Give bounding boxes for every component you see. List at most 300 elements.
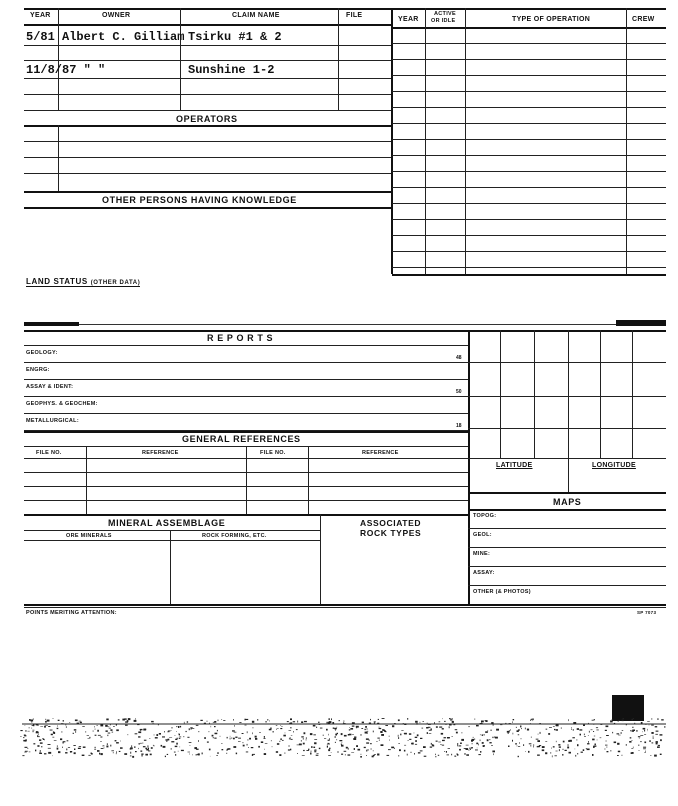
scan-speck xyxy=(63,720,64,721)
scan-speck xyxy=(211,726,212,728)
scan-speck xyxy=(354,748,355,750)
scan-speck xyxy=(186,731,187,732)
activity-row-line xyxy=(392,75,666,76)
scan-speck xyxy=(489,739,490,740)
scan-speck xyxy=(196,749,199,750)
scan-speck xyxy=(40,742,43,743)
scan-speck xyxy=(87,735,89,736)
scan-speck xyxy=(48,748,51,749)
ref-header-reference-2: REFERENCE xyxy=(362,450,399,456)
scan-speck xyxy=(420,750,423,751)
scan-speck xyxy=(74,752,76,754)
scan-speck xyxy=(423,746,426,748)
scan-speck xyxy=(638,736,641,737)
scan-speck xyxy=(167,754,168,755)
scan-speck xyxy=(130,752,131,754)
scan-speck xyxy=(398,737,399,739)
activity-row-line xyxy=(392,251,666,252)
scan-speck xyxy=(401,730,403,731)
scan-speck xyxy=(434,722,435,724)
scan-speck xyxy=(415,721,418,723)
scan-speck xyxy=(366,729,367,730)
scan-speck xyxy=(449,724,452,725)
scan-speck xyxy=(314,751,316,752)
scan-speck xyxy=(452,721,454,723)
scan-speck xyxy=(489,742,491,743)
scan-speck xyxy=(525,728,526,730)
scan-speck xyxy=(415,740,417,742)
scan-speck xyxy=(509,723,511,724)
scan-speck xyxy=(568,744,569,745)
scan-speck xyxy=(622,720,624,722)
scan-speck xyxy=(540,732,541,734)
scan-speck xyxy=(277,743,279,745)
scan-speck xyxy=(187,721,188,722)
grid-row-line xyxy=(468,428,666,429)
scan-speck xyxy=(644,730,645,732)
scan-speck xyxy=(207,721,208,722)
scan-speck xyxy=(563,749,564,750)
scan-speck xyxy=(530,720,531,721)
mineral-assemblage-heading: MINERAL ASSEMBLAGE xyxy=(108,518,226,528)
scan-speck xyxy=(563,741,565,743)
reports-heading: R E P O R T S xyxy=(207,333,274,343)
scan-speck xyxy=(374,754,376,755)
scan-speck xyxy=(333,728,335,729)
scan-speck xyxy=(596,727,598,728)
scan-speck xyxy=(179,737,181,738)
scan-speck xyxy=(329,738,330,739)
scan-speck xyxy=(577,728,579,730)
scan-speck xyxy=(641,722,643,724)
scan-speck xyxy=(31,728,32,729)
scan-speck xyxy=(66,726,67,727)
scan-speck xyxy=(82,726,85,727)
scan-speck xyxy=(209,723,210,724)
scan-speck xyxy=(457,754,458,756)
scan-speck xyxy=(537,740,540,742)
scan-speck xyxy=(318,722,320,723)
scan-speck xyxy=(264,753,266,755)
scan-speck xyxy=(226,750,227,751)
scan-speck xyxy=(135,751,137,752)
scan-speck xyxy=(512,740,513,742)
scan-speck xyxy=(29,719,31,721)
scan-speck xyxy=(536,739,539,740)
scan-speck xyxy=(230,738,231,740)
scan-speck xyxy=(569,740,572,742)
scan-speck xyxy=(474,719,475,720)
scan-speck xyxy=(151,721,154,722)
scan-speck xyxy=(518,756,519,757)
scan-speck xyxy=(339,720,340,721)
scan-speck xyxy=(228,748,231,750)
scan-speck xyxy=(175,739,177,740)
scan-speck xyxy=(408,740,409,741)
scan-speck xyxy=(633,747,634,748)
scan-speck xyxy=(103,745,104,746)
scan-speck xyxy=(68,747,70,748)
scan-speck xyxy=(45,719,46,720)
scan-speck xyxy=(93,731,94,732)
scan-speck xyxy=(442,728,444,729)
scan-speck xyxy=(594,724,595,725)
scan-speck xyxy=(594,719,595,720)
scan-speck xyxy=(146,749,148,751)
scan-speck xyxy=(414,733,415,734)
report-page-number: 18 xyxy=(456,423,462,429)
scan-speck xyxy=(430,747,432,748)
scan-speck xyxy=(652,742,654,743)
scan-speck xyxy=(67,740,69,741)
scan-speck xyxy=(187,737,189,738)
scan-speck xyxy=(432,744,434,746)
map-row-line xyxy=(468,585,666,586)
scan-speck xyxy=(606,726,609,728)
scan-speck xyxy=(238,741,241,742)
scan-speck xyxy=(334,728,337,730)
scan-speck xyxy=(519,742,520,743)
activity-row-line xyxy=(392,155,666,156)
scan-speck xyxy=(101,753,103,755)
scan-speck xyxy=(57,745,58,746)
activity-header-active: ACTIVE xyxy=(434,11,456,17)
scan-speck xyxy=(171,741,174,742)
scan-speck xyxy=(431,743,432,745)
scan-speck xyxy=(630,730,631,731)
scan-speck xyxy=(592,720,594,721)
scan-speck xyxy=(369,723,371,724)
scan-speck xyxy=(553,726,555,727)
scan-speck xyxy=(319,748,321,749)
scan-speck xyxy=(53,731,54,733)
scan-speck xyxy=(108,733,111,734)
scan-speck xyxy=(626,724,627,725)
activity-row-line xyxy=(392,267,666,268)
scan-speck xyxy=(377,723,379,724)
scan-speck xyxy=(109,728,111,729)
land-status-heading: LAND STATUS xyxy=(26,277,88,286)
scan-speck xyxy=(86,731,87,733)
scan-speck xyxy=(403,723,404,724)
scan-speck xyxy=(549,727,552,728)
report-label: GEOLOGY: xyxy=(26,350,58,356)
rock-forming-header: ROCK FORMING, ETC. xyxy=(202,533,267,539)
scan-speck xyxy=(79,721,82,722)
scan-speck xyxy=(69,722,70,723)
scan-speck xyxy=(116,753,117,754)
scan-speck xyxy=(328,734,329,736)
scan-speck xyxy=(605,730,607,731)
scan-speck xyxy=(116,742,119,743)
scan-speck xyxy=(107,743,108,744)
scan-speck xyxy=(644,742,646,744)
scan-speck xyxy=(32,730,34,731)
scan-speck xyxy=(57,748,59,750)
scan-speck xyxy=(25,747,28,748)
scan-speck xyxy=(476,743,478,745)
scan-speck xyxy=(651,732,653,734)
scan-speck xyxy=(31,720,34,722)
scan-speck xyxy=(647,729,648,730)
scan-speck xyxy=(640,741,641,742)
scan-speck xyxy=(259,732,261,733)
scan-speck xyxy=(417,723,418,725)
scan-speck xyxy=(452,718,453,719)
scan-speck xyxy=(169,737,172,738)
activity-row-line xyxy=(392,107,666,108)
scan-speck xyxy=(480,751,481,753)
scan-speck xyxy=(214,726,216,727)
scan-speck xyxy=(617,743,619,745)
scan-speck xyxy=(272,747,273,748)
scan-speck xyxy=(545,752,547,754)
scan-speck xyxy=(517,730,519,732)
scan-speck xyxy=(236,724,237,725)
scan-speck xyxy=(513,733,514,735)
scan-speck xyxy=(235,737,237,738)
scan-speck xyxy=(168,731,171,732)
scan-speck xyxy=(280,728,282,729)
scan-speck xyxy=(366,755,367,756)
scan-speck xyxy=(190,745,191,746)
scan-speck xyxy=(264,738,266,739)
scan-speck xyxy=(83,747,86,748)
scan-speck xyxy=(643,748,646,749)
scan-speck xyxy=(656,731,659,732)
scan-speck xyxy=(54,740,57,741)
scan-speck xyxy=(159,733,161,735)
scan-speck xyxy=(213,722,215,723)
scan-speck xyxy=(546,729,548,730)
report-label: METALLURGICAL: xyxy=(26,418,79,424)
claim-row-1-claim-name: Tsirku #1 & 2 xyxy=(188,30,282,44)
scan-speck xyxy=(444,721,446,722)
map-item-label: ASSAY: xyxy=(473,570,495,576)
activity-row-line xyxy=(392,91,666,92)
scan-speck xyxy=(477,748,478,749)
scan-speck xyxy=(614,742,617,744)
scan-speck xyxy=(448,737,450,738)
scan-speck xyxy=(466,748,469,750)
scan-speck xyxy=(265,743,268,744)
scan-speck xyxy=(75,731,76,733)
scan-speck xyxy=(40,752,41,753)
scan-speck xyxy=(569,752,572,754)
scan-speck xyxy=(200,720,202,721)
header-claim-name: CLAIM NAME xyxy=(232,12,280,19)
scan-speck xyxy=(449,726,450,728)
scan-speck xyxy=(310,751,312,752)
scan-speck xyxy=(248,747,249,748)
associated-rock-types-2: ROCK TYPES xyxy=(360,528,422,538)
scan-speck xyxy=(404,723,406,725)
activity-row-line xyxy=(392,139,666,140)
scan-speck xyxy=(361,728,363,729)
report-row-line xyxy=(24,379,468,380)
scan-speck xyxy=(654,755,657,757)
scan-speck xyxy=(638,745,639,746)
scan-speck xyxy=(167,732,169,733)
scan-speck xyxy=(400,734,401,736)
scan-speck xyxy=(301,740,302,742)
scan-speck xyxy=(533,744,534,746)
scan-speck xyxy=(629,741,631,743)
scan-speck xyxy=(505,723,506,724)
scan-speck xyxy=(252,754,255,755)
scan-speck xyxy=(376,741,377,742)
scan-speck xyxy=(116,751,117,752)
scan-speck xyxy=(97,750,100,752)
scan-speck xyxy=(382,718,385,719)
scan-speck xyxy=(394,748,395,749)
operators-heading: OPERATORS xyxy=(176,114,238,124)
scan-speck xyxy=(496,729,499,731)
scan-speck xyxy=(622,755,623,756)
scan-speck xyxy=(650,755,651,756)
scan-speck xyxy=(293,731,294,732)
scan-speck xyxy=(66,749,67,751)
scan-speck xyxy=(596,730,598,731)
scan-speck xyxy=(58,720,60,721)
scan-speck xyxy=(617,733,620,734)
scan-speck xyxy=(51,734,53,736)
scan-speck xyxy=(468,750,470,751)
scan-speck xyxy=(138,748,139,749)
scan-speck xyxy=(539,745,541,746)
scan-speck xyxy=(353,738,356,740)
scan-speck xyxy=(220,736,221,737)
scan-speck xyxy=(491,722,493,724)
scan-speck xyxy=(44,739,45,740)
scan-speck xyxy=(523,744,524,746)
scan-speck xyxy=(45,721,47,723)
scan-speck xyxy=(444,751,445,752)
scan-speck xyxy=(25,739,26,741)
scan-speck xyxy=(606,747,607,748)
scan-speck xyxy=(166,741,167,742)
scan-speck xyxy=(622,730,624,731)
scan-speck xyxy=(661,719,664,720)
scan-speck xyxy=(427,732,428,734)
maps-heading: MAPS xyxy=(553,497,582,507)
scan-speck xyxy=(290,727,292,728)
scan-speck xyxy=(461,739,464,741)
scan-speck xyxy=(289,739,290,740)
map-item-label: MINE: xyxy=(473,551,491,557)
scan-speck xyxy=(162,736,165,737)
scan-speck xyxy=(62,747,63,748)
scan-speck xyxy=(420,722,421,723)
scan-speck xyxy=(439,721,441,722)
scan-speck xyxy=(60,738,62,740)
scan-speck xyxy=(384,730,385,732)
activity-row-line xyxy=(392,123,666,124)
scan-speck xyxy=(470,749,471,750)
scan-speck xyxy=(336,739,337,740)
scan-speck xyxy=(163,746,166,748)
scan-speck xyxy=(345,754,346,755)
scan-speck xyxy=(164,731,165,732)
report-page-number: 48 xyxy=(456,355,462,361)
scan-speck xyxy=(329,748,330,749)
scan-speck xyxy=(24,735,26,736)
scan-speck xyxy=(647,731,648,732)
scan-speck xyxy=(577,744,579,746)
scan-speck xyxy=(113,752,114,753)
scan-speck xyxy=(279,741,281,742)
scan-speck xyxy=(285,733,286,734)
scan-speck xyxy=(52,737,54,738)
scan-speck xyxy=(587,743,589,744)
scan-speck xyxy=(513,719,515,720)
scan-speck xyxy=(25,725,26,726)
scan-speck xyxy=(63,742,64,744)
scan-speck xyxy=(487,739,489,741)
scan-speck xyxy=(575,749,576,750)
scan-speck xyxy=(367,731,369,732)
scan-speck xyxy=(273,731,274,732)
map-item-label: GEOL: xyxy=(473,532,492,538)
scan-speck xyxy=(542,749,545,751)
scan-speck xyxy=(618,735,620,736)
header-owner: OWNER xyxy=(102,12,131,19)
ref-header-file-no-1: FILE NO. xyxy=(36,450,62,456)
scan-speck xyxy=(124,718,127,719)
scan-speck xyxy=(640,735,643,736)
scan-speck xyxy=(132,756,134,758)
scan-speck xyxy=(538,734,539,735)
scan-speck xyxy=(171,730,172,731)
scan-speck xyxy=(289,723,290,724)
scan-speck xyxy=(189,742,192,743)
scan-speck xyxy=(40,750,41,752)
scan-speck xyxy=(74,729,77,730)
scan-speck xyxy=(276,751,278,753)
grid-row-line xyxy=(468,362,666,363)
activity-row-line xyxy=(392,203,666,204)
scan-speck xyxy=(398,743,400,744)
land-status-subheading: (OTHER DATA) xyxy=(90,280,141,286)
scan-speck xyxy=(290,749,291,751)
scan-speck xyxy=(458,745,461,746)
scan-speck xyxy=(631,740,632,741)
scan-speck xyxy=(151,747,153,749)
scan-speck xyxy=(269,721,270,722)
scan-speck xyxy=(593,731,594,732)
scan-speck xyxy=(612,719,613,720)
scan-speck xyxy=(588,741,589,743)
scan-speck xyxy=(106,746,108,748)
claim-row-2-claim-name: Sunshine 1-2 xyxy=(188,63,275,77)
scan-speck xyxy=(65,752,67,753)
scan-speck xyxy=(507,731,510,733)
scan-speck xyxy=(297,745,299,746)
scan-speck xyxy=(579,729,582,730)
scan-speck xyxy=(474,738,475,740)
longitude-label: LONGITUDE xyxy=(592,462,636,469)
scan-speck xyxy=(485,720,487,722)
scan-speck xyxy=(456,732,458,734)
scan-speck xyxy=(125,725,128,726)
scan-speck xyxy=(444,737,445,738)
scan-speck xyxy=(314,750,316,751)
scan-speck xyxy=(35,750,36,752)
scan-speck xyxy=(620,733,622,734)
scan-speck xyxy=(75,720,78,722)
scan-speck xyxy=(101,748,104,749)
scan-speck xyxy=(556,724,559,726)
